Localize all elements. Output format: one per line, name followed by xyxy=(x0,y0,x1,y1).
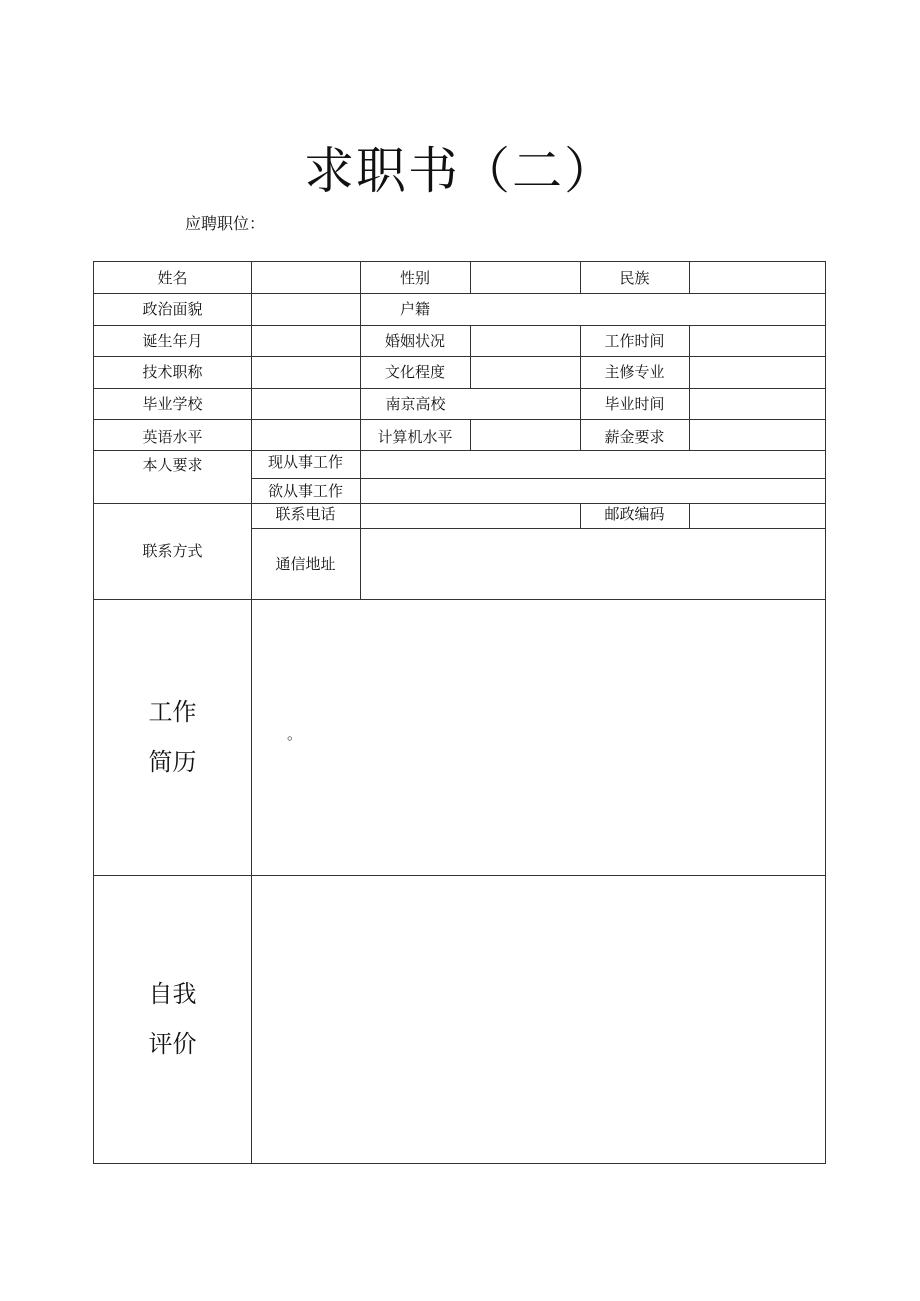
label-graduation-time: 毕业时间 xyxy=(604,394,665,413)
political-status-field[interactable] xyxy=(251,293,360,325)
label-graduate-school: 毕业学校 xyxy=(142,394,203,413)
label-gender: 性别 xyxy=(399,268,430,287)
gender-field[interactable] xyxy=(470,262,580,293)
work-history-field[interactable] xyxy=(251,599,825,875)
address-field[interactable] xyxy=(360,528,825,599)
label-marital-status: 婚姻状况 xyxy=(384,331,445,350)
label-postal-code: 邮政编码 xyxy=(604,505,665,523)
label-contact-info: 联系方式 xyxy=(142,542,203,560)
label-self-evaluation-line2: 评价 xyxy=(148,1030,197,1058)
document-title: 求职书（二） xyxy=(304,142,616,200)
household-registration-field[interactable] xyxy=(470,293,825,325)
computer-level-field[interactable] xyxy=(470,419,580,450)
salary-requirement-field[interactable] xyxy=(689,419,825,450)
education-level-field[interactable] xyxy=(470,356,580,388)
ethnicity-field[interactable] xyxy=(689,262,825,293)
label-address: 通信地址 xyxy=(275,554,336,573)
technical-title-field[interactable] xyxy=(251,356,360,388)
label-english-level: 英语水平 xyxy=(142,428,203,446)
major-field[interactable] xyxy=(689,356,825,388)
label-political-status: 政治面貌 xyxy=(142,300,203,318)
label-salary-requirement: 薪金要求 xyxy=(604,428,665,446)
label-current-job: 现从事工作 xyxy=(267,453,343,471)
birth-date-field[interactable] xyxy=(251,325,360,356)
label-desired-job: 欲从事工作 xyxy=(267,481,343,500)
self-evaluation-field[interactable] xyxy=(251,875,825,1163)
graduate-school-field[interactable]: 南京高校 xyxy=(385,394,446,413)
marital-status-field[interactable] xyxy=(470,325,580,356)
label-name: 姓名 xyxy=(157,268,188,287)
label-ethnicity: 民族 xyxy=(619,268,650,287)
label-personal-requirements: 本人要求 xyxy=(142,456,203,474)
english-level-field[interactable] xyxy=(251,419,360,450)
label-work-history-line1: 工作 xyxy=(148,698,197,726)
label-self-evaluation xyxy=(94,875,251,1163)
label-work-history-line2: 简历 xyxy=(148,748,197,776)
postal-code-field[interactable] xyxy=(689,503,825,528)
label-self-evaluation-line1: 自我 xyxy=(148,980,197,1008)
label-education-level: 文化程度 xyxy=(384,363,445,381)
label-computer-level: 计算机水平 xyxy=(377,428,453,446)
current-job-field[interactable] xyxy=(360,450,825,478)
label-work-history xyxy=(94,599,251,875)
name-field[interactable] xyxy=(251,262,360,293)
resume-form xyxy=(93,261,826,1164)
position-label: 应聘职位： xyxy=(185,214,266,233)
phone-field[interactable] xyxy=(360,503,580,528)
label-household-registration: 户籍 xyxy=(399,300,430,318)
label-birth-date: 诞生年月 xyxy=(142,331,203,350)
work-start-field[interactable] xyxy=(689,325,825,356)
label-phone: 联系电话 xyxy=(275,505,336,523)
desired-job-field[interactable] xyxy=(360,478,825,503)
label-technical-title: 技术职称 xyxy=(142,363,203,381)
graduation-time-field[interactable] xyxy=(689,388,825,419)
work-history-text: 。 xyxy=(287,725,303,743)
label-major: 主修专业 xyxy=(604,363,665,381)
label-work-start: 工作时间 xyxy=(604,331,665,350)
